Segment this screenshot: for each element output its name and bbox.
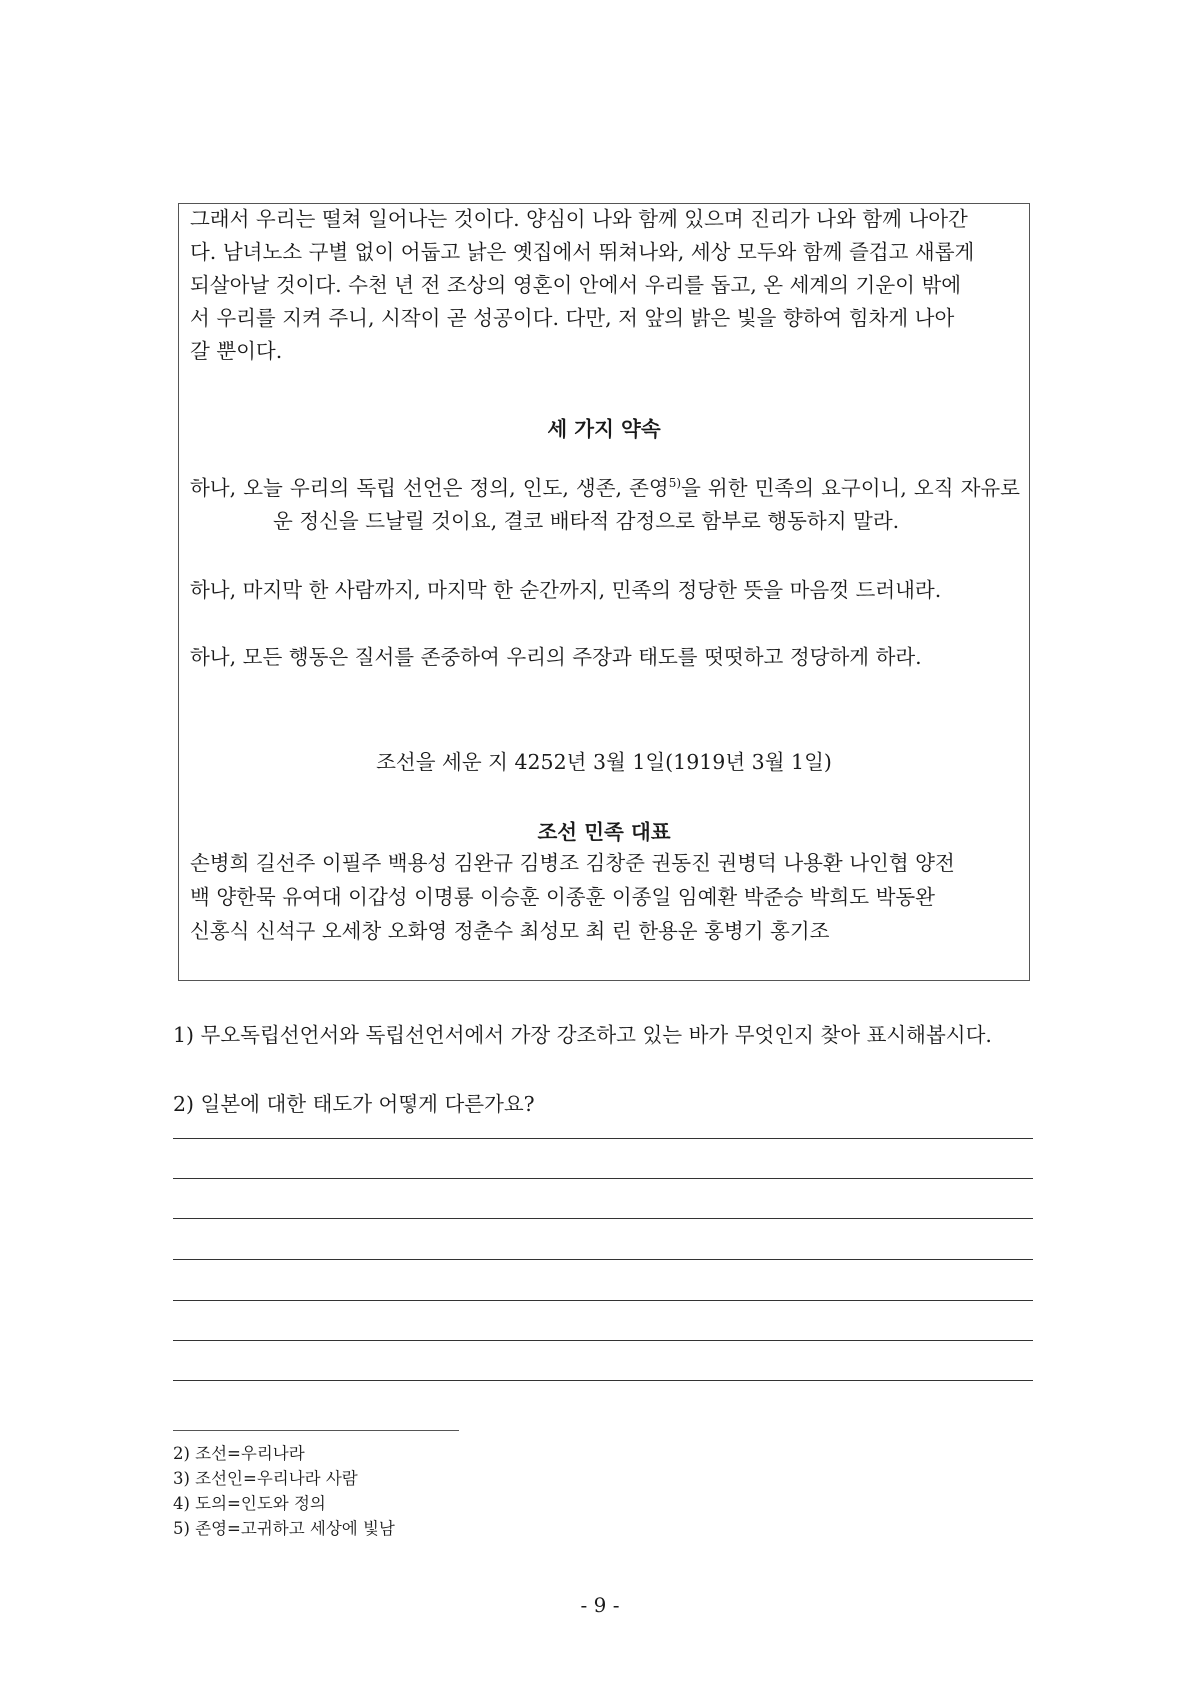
pledge-3: 하나, 모든 행동은 질서를 존중하여 우리의 주장과 태도를 떳떳하고 정당하게 하라.: [190, 645, 922, 669]
paragraph-line: 갈 뿐이다.: [190, 339, 283, 363]
answer-line[interactable]: [173, 1138, 1033, 1139]
paragraph-line: 서 우리를 지켜 주니, 시작이 곧 성공이다. 다만, 저 앞의 밝은 빛을 향하여 힘차게 나아: [190, 306, 955, 330]
signers-title: 조선 민족 대표: [537, 820, 671, 844]
footnote-separator: [173, 1430, 459, 1431]
footnote: 4) 도의=인도와 정의: [173, 1494, 326, 1513]
footnote: 3) 조선인=우리나라 사람: [173, 1469, 358, 1488]
question-2: 2) 일본에 대한 태도가 어떻게 다른가요?: [173, 1092, 535, 1116]
paragraph-line: 그래서 우리는 떨쳐 일어나는 것이다. 양심이 나와 함께 있으며 진리가 나와 함께 나아간: [190, 207, 968, 231]
pledge-2: 하나, 마지막 한 사람까지, 마지막 한 순간까지, 민족의 정당한 뜻을 마음껏 드러내라.: [190, 578, 942, 602]
answer-line[interactable]: [173, 1340, 1033, 1341]
paragraph-line: 되살아날 것이다. 수천 년 전 조상의 영혼이 안에서 우리를 돕고, 온 세계의 기운이 밖에: [190, 273, 962, 297]
answer-line[interactable]: [173, 1178, 1033, 1179]
paragraph-line: 다. 남녀노소 구별 없이 어둡고 낡은 옛집에서 뛰쳐나와, 세상 모두와 함께 즐겁고 새롭게: [190, 240, 975, 264]
pledge-1-text-b: 을 위한 민족의 요구이니, 오직 자유로운 정신을 드날릴 것이요, 결코 배타적 감정으로 함부로 행동하지 말라.: [273, 476, 1020, 533]
page-number: - 9 -: [580, 1593, 620, 1617]
signers-line: 손병희 길선주 이필주 백용성 김완규 김병조 김창준 권동진 권병덕 나용환 나인협 양전: [190, 851, 955, 875]
pledge-1: [190, 472, 1020, 538]
answer-line[interactable]: [173, 1218, 1033, 1219]
declaration-date: 조선을 세운 지 4252년 3월 1일(1919년 3월 1일): [376, 750, 832, 774]
footnote: 5) 존영=고귀하고 세상에 빛남: [173, 1519, 395, 1538]
pledges-title: 세 가지 약속: [547, 417, 661, 441]
answer-line[interactable]: [173, 1300, 1033, 1301]
declaration-paragraph: [190, 203, 1020, 368]
answer-line[interactable]: [173, 1259, 1033, 1260]
signers-line: 백 양한묵 유여대 이갑성 이명룡 이승훈 이종훈 이종일 임예환 박준승 박희도 박동완: [190, 885, 935, 909]
footnote: 2) 조선=우리나라: [173, 1444, 305, 1463]
pledge-1-text-a: 하나, 오늘 우리의 독립 선언은 정의, 인도, 생존, 존영: [190, 476, 669, 500]
answer-line[interactable]: [173, 1380, 1033, 1381]
question-1: 1) 무오독립선언서와 독립선언서에서 가장 강조하고 있는 바가 무엇인지 찾아 표시해봅시다.: [173, 1023, 992, 1047]
signers-line: 신홍식 신석구 오세창 오화영 정춘수 최성모 최 린 한용운 홍병기 홍기조: [190, 919, 830, 943]
footnote-ref-5: 5): [668, 476, 682, 491]
